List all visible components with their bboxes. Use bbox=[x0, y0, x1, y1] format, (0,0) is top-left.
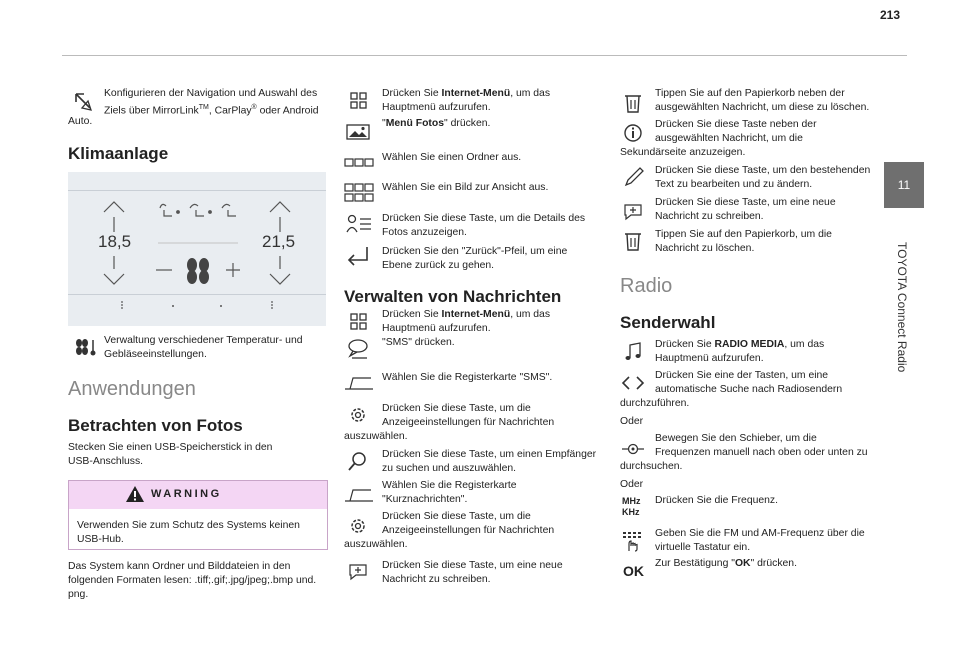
r3-line-1: Drücken Sie diese Taste, um den bestehenden bbox=[655, 165, 871, 176]
music-note-icon bbox=[620, 341, 646, 363]
s1-line-2: Hauptmenü aufzurufen. bbox=[655, 353, 764, 364]
s2-line-2: automatische Suche nach Radiosendern bbox=[655, 384, 843, 395]
warning-title: WARNING bbox=[151, 488, 222, 500]
grid-menu-icon bbox=[345, 90, 371, 112]
settings-gear-icon bbox=[345, 404, 371, 426]
m2-text: Wählen Sie einen Ordner aus. bbox=[382, 152, 522, 163]
fotos-text-2: USB-Anschluss. bbox=[68, 456, 144, 467]
s3-line-2: Frequenzen manuell nach oben oder unten zu bbox=[655, 447, 868, 458]
intro-line-2: Ziels über MirrorLink™, CarPlay® oder Android bbox=[104, 104, 319, 117]
back-arrow-icon bbox=[345, 244, 371, 266]
n4-line-1: Drücken Sie diese Taste, um einen Empfänger bbox=[382, 449, 597, 460]
n3-line-2: Anzeigeeinstellungen für Nachrichten bbox=[382, 417, 555, 428]
nachrichten-heading: Verwalten von Nachrichten bbox=[344, 287, 562, 306]
r1-line-2: ausgewählten Nachricht, um diese zu löschen. bbox=[655, 102, 870, 113]
pencil-icon bbox=[620, 166, 646, 188]
n3-line-1: Drücken Sie diese Taste, um die bbox=[382, 403, 531, 414]
temp-text-1: Verwaltung verschiedener Temperatur- und bbox=[104, 335, 303, 346]
m4-line-2: Fotos anzuzeigen. bbox=[382, 227, 467, 238]
n4-line-2: zu suchen und auszuwählen. bbox=[382, 463, 517, 474]
r5-line-1: Tippen Sie auf den Papierkorb, um die bbox=[655, 229, 832, 240]
n7-line-1: Drücken Sie diese Taste, um eine neue bbox=[382, 560, 563, 571]
folders-icon bbox=[344, 152, 374, 174]
r2-line-3: Sekundärseite anzuzeigen. bbox=[620, 147, 746, 158]
m1-line-1: Drücken Sie Internet-Menü, um das bbox=[382, 88, 551, 99]
warning-text-1: Verwenden Sie zum Schutz des Systems keinen bbox=[77, 520, 300, 531]
m3-text: Wählen Sie ein Bild zur Ansicht aus. bbox=[382, 182, 549, 193]
n1-line-3: "SMS" drücken. bbox=[382, 337, 455, 348]
temperature-right: 21,5 bbox=[262, 232, 296, 251]
slider-icon bbox=[620, 438, 646, 460]
m4-line-1: Drücken Sie diese Taste, um die Details des bbox=[382, 213, 586, 224]
keyboard-icon bbox=[620, 530, 646, 552]
s2-line-3: durchzuführen. bbox=[620, 398, 690, 409]
sms-icon bbox=[345, 337, 371, 359]
n5-line-2: "Kurznachrichten". bbox=[382, 494, 468, 505]
warning-header bbox=[69, 481, 327, 509]
frequency-icon bbox=[622, 496, 641, 518]
r5-line-2: Nachricht zu löschen. bbox=[655, 243, 755, 254]
fotos-heading: Betrachten von Fotos bbox=[68, 416, 243, 435]
m5-line-1: Drücken Sie den "Zurück"-Pfeil, um eine bbox=[382, 246, 568, 257]
warning-icon bbox=[125, 485, 145, 503]
new-message-icon bbox=[620, 200, 646, 222]
details-icon bbox=[346, 213, 372, 235]
header-rule bbox=[62, 55, 907, 56]
ok-icon: OK bbox=[623, 563, 644, 579]
r4-line-2: Nachricht zu schreiben. bbox=[655, 211, 764, 222]
s3-line-3: durchsuchen. bbox=[620, 461, 683, 472]
settings-gear-icon bbox=[345, 515, 371, 537]
m1-line-3: "Menü Fotos" drücken. bbox=[382, 118, 491, 129]
n6-line-2: Anzeigeeinstellungen für Nachrichten bbox=[382, 525, 555, 536]
s4-text: Drücken Sie die Frequenz. bbox=[655, 495, 779, 506]
r2-line-1: Drücken Sie diese Taste neben der bbox=[655, 119, 817, 130]
grid-menu-icon bbox=[345, 311, 371, 333]
formats-text-3: png. bbox=[68, 589, 89, 600]
fan-temperature-icon bbox=[72, 336, 98, 358]
r4-line-1: Drücken Sie diese Taste, um eine neue bbox=[655, 197, 836, 208]
n5-line-1: Wählen Sie die Registerkarte bbox=[382, 480, 517, 491]
oder-1: Oder bbox=[620, 416, 644, 427]
intro-line-3: Auto. bbox=[68, 116, 93, 127]
image-grid-icon bbox=[344, 182, 374, 204]
trash-icon bbox=[620, 92, 646, 114]
m5-line-2: Ebene zurück zu gehen. bbox=[382, 260, 495, 271]
warning-text-2: USB-Hub. bbox=[77, 534, 124, 545]
seek-arrows-icon bbox=[620, 372, 646, 394]
r3-line-2: Text zu bearbeiten und zu ändern. bbox=[655, 179, 813, 190]
temperature-left: 18,5 bbox=[98, 232, 132, 251]
n7-line-2: Nachricht zu schreiben. bbox=[382, 574, 491, 585]
formats-text-2: folgenden Formaten lesen: .tiff;.gif;.jpg/jpeg;.bmp und. bbox=[68, 575, 317, 586]
s1-line-1: Drücken Sie RADIO MEDIA, um das bbox=[655, 339, 825, 350]
n6-line-3: auszuwählen. bbox=[344, 539, 408, 550]
radio-heading: Radio bbox=[620, 275, 673, 297]
warning-box bbox=[68, 480, 328, 550]
fotos-text-1: Stecken Sie einen USB-Speicherstick in den bbox=[68, 442, 273, 453]
s2-line-1: Drücken Sie eine der Tasten, um eine bbox=[655, 370, 829, 381]
n3-line-3: auszuwählen. bbox=[344, 431, 408, 442]
search-icon bbox=[345, 450, 371, 472]
tab-icon bbox=[344, 372, 374, 394]
khz-label: KHz bbox=[622, 507, 640, 517]
m1-line-2: Hauptmenü aufzurufen. bbox=[382, 102, 491, 113]
r2-line-2: ausgewählten Nachricht, um die bbox=[655, 133, 803, 144]
senderwahl-heading: Senderwahl bbox=[620, 313, 716, 332]
temp-text-2: Gebläseeinstellungen. bbox=[104, 349, 207, 360]
r1-line-1: Tippen Sie auf den Papierkorb neben der bbox=[655, 88, 845, 99]
page-number: 213 bbox=[880, 8, 901, 22]
oder-2: Oder bbox=[620, 479, 644, 490]
chapter-title: TOYOTA Connect Radio bbox=[895, 242, 909, 373]
n6-line-1: Drücken Sie diese Taste, um die bbox=[382, 511, 531, 522]
mhz-label: MHz bbox=[622, 496, 641, 506]
n1-line-2: Hauptmenü aufzurufen. bbox=[382, 323, 491, 334]
tab-icon bbox=[344, 484, 374, 506]
navigation-icon bbox=[70, 90, 96, 112]
formats-text-1: Das System kann Ordner und Bilddateien in den bbox=[68, 561, 291, 572]
klima-heading: Klimaanlage bbox=[68, 144, 169, 163]
s5-line-1: Geben Sie die FM und AM-Frequenz über die bbox=[655, 528, 865, 539]
info-icon bbox=[620, 122, 646, 144]
n1-line-1: Drücken Sie Internet-Menü, um das bbox=[382, 309, 551, 320]
s5-line-2: virtuelle Tastatur ein. bbox=[655, 542, 751, 553]
intro-line-1: Konfigurieren der Navigation und Auswahl des bbox=[104, 88, 318, 99]
climate-panel bbox=[68, 172, 326, 326]
trash-icon bbox=[620, 230, 646, 252]
chapter-tab: 11 bbox=[884, 162, 924, 208]
new-message-icon bbox=[345, 560, 371, 582]
anwendungen-heading: Anwendungen bbox=[68, 378, 196, 400]
s6-text: Zur Bestätigung "OK" drücken. bbox=[655, 558, 797, 569]
s3-line-1: Bewegen Sie den Schieber, um die bbox=[655, 433, 817, 444]
n2-text: Wählen Sie die Registerkarte "SMS". bbox=[382, 372, 553, 383]
photos-icon bbox=[345, 120, 371, 142]
